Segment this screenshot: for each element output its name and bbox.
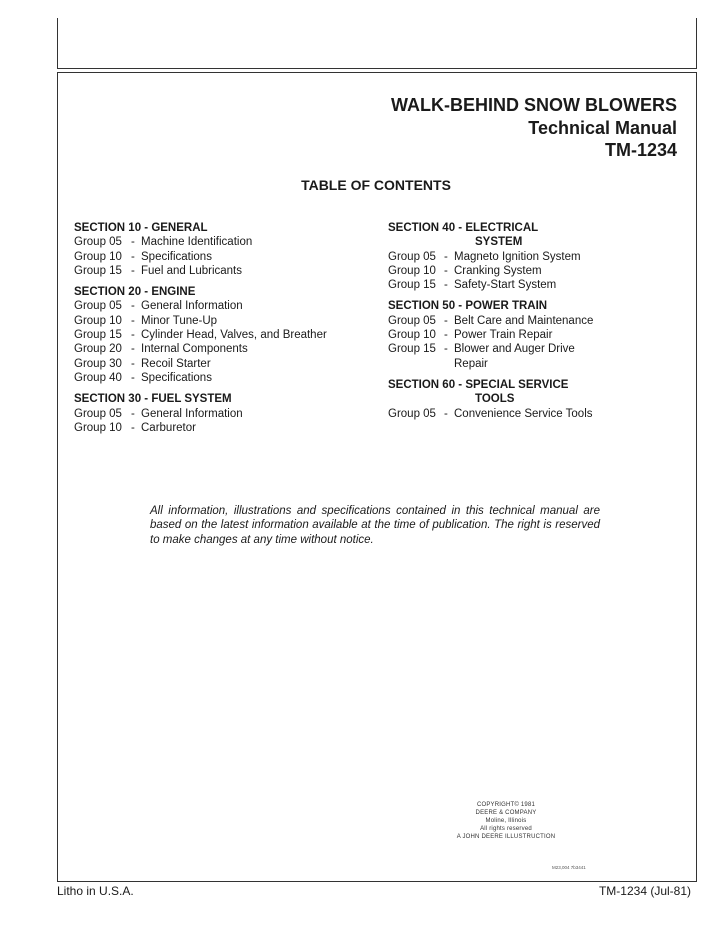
section-heading-text: SECTION 50 - POWER TRAIN bbox=[388, 300, 548, 313]
copyright-line: Moline, Illinois bbox=[485, 818, 527, 824]
group-number: Group 10 bbox=[74, 314, 122, 327]
toc-group-entry bbox=[74, 357, 364, 371]
toc-group-entry bbox=[388, 407, 598, 421]
group-title: Convenience Service Tools bbox=[454, 407, 593, 420]
group-number: Group 05 bbox=[74, 300, 122, 313]
copyright-line: All rights reserved bbox=[480, 826, 532, 832]
manual-number: TM-1234 bbox=[604, 140, 677, 160]
separator-dash: - bbox=[131, 236, 135, 249]
separator-dash: - bbox=[444, 250, 448, 263]
group-title: Fuel and Lubricants bbox=[141, 264, 243, 277]
toc-group-entry bbox=[74, 314, 364, 328]
toc-section bbox=[388, 299, 598, 370]
separator-dash: - bbox=[131, 407, 135, 420]
group-number: Group 10 bbox=[388, 329, 436, 342]
section-heading-continuation: SYSTEM bbox=[475, 236, 523, 249]
toc-group-entry bbox=[388, 264, 598, 278]
toc-section bbox=[388, 221, 598, 292]
toc-section bbox=[74, 392, 364, 435]
footer-manual-ref: TM-1234 (Jul-81) bbox=[598, 884, 691, 898]
toc-group-entry bbox=[388, 278, 598, 292]
group-title: Cylinder Head, Valves, and Breather bbox=[141, 329, 327, 342]
group-number: Group 05 bbox=[74, 236, 122, 249]
toc-group-entry bbox=[74, 250, 364, 264]
copyright-line: DEERE & COMPANY bbox=[475, 810, 537, 816]
section-heading-continuation: TOOLS bbox=[475, 393, 515, 406]
toc-group-entry bbox=[74, 264, 364, 278]
section-heading-text: SECTION 20 - ENGINE bbox=[74, 286, 196, 299]
toc-title: TABLE OF CONTENTS bbox=[301, 177, 451, 193]
top-frame bbox=[57, 18, 697, 69]
disclaimer: All information, illustrations and specifications contained in this technical manual are based on the latest information available at the time of publication. The right is reserved to make changes at any time without notice. bbox=[150, 505, 600, 546]
separator-dash: - bbox=[131, 421, 135, 434]
group-title: Safety-Start System bbox=[454, 279, 557, 292]
group-title: Blower and Auger Drive Repair bbox=[454, 343, 575, 370]
toc-group-entry bbox=[388, 328, 598, 342]
group-title: Internal Components bbox=[141, 343, 248, 356]
toc-left-column bbox=[74, 221, 364, 442]
separator-dash: - bbox=[131, 329, 135, 342]
section-heading-text: SECTION 60 - SPECIAL SERVICE bbox=[388, 378, 569, 391]
group-number: Group 10 bbox=[74, 421, 122, 434]
group-number: Group 05 bbox=[388, 407, 436, 420]
separator-dash: - bbox=[444, 279, 448, 292]
toc-section bbox=[74, 221, 364, 278]
section-heading bbox=[388, 378, 598, 407]
group-number: Group 20 bbox=[74, 343, 122, 356]
toc-group-entry bbox=[388, 342, 598, 371]
toc-group-entry bbox=[74, 421, 364, 435]
group-title: General Information bbox=[141, 407, 243, 420]
separator-dash: - bbox=[444, 314, 448, 327]
toc-section bbox=[388, 378, 598, 421]
separator-dash: - bbox=[131, 314, 135, 327]
toc-group-entry bbox=[388, 314, 598, 328]
section-heading bbox=[74, 392, 364, 406]
group-title: Machine Identification bbox=[141, 236, 253, 249]
section-heading bbox=[74, 221, 364, 235]
toc-group-entry bbox=[74, 235, 364, 249]
group-title: Specifications bbox=[141, 250, 212, 263]
group-number: Group 15 bbox=[388, 343, 436, 356]
print-reference: M23,004 7b3441 bbox=[552, 865, 586, 870]
group-number: Group 05 bbox=[388, 250, 436, 263]
group-title: General Information bbox=[141, 300, 243, 313]
group-title: Magneto Ignition System bbox=[454, 250, 581, 263]
toc-group-entry bbox=[74, 328, 364, 342]
copyright-notice bbox=[436, 801, 576, 841]
group-number: Group 05 bbox=[74, 407, 122, 420]
group-number: Group 15 bbox=[74, 264, 122, 277]
group-title: Specifications bbox=[141, 371, 212, 384]
toc-group-entry bbox=[74, 342, 364, 356]
section-heading-text: SECTION 30 - FUEL SYSTEM bbox=[74, 393, 232, 406]
separator-dash: - bbox=[444, 407, 448, 420]
group-title: Recoil Starter bbox=[141, 357, 211, 370]
group-number: Group 15 bbox=[74, 329, 122, 342]
toc-group-entry bbox=[74, 299, 364, 313]
page-frame bbox=[57, 72, 697, 882]
group-number: Group 10 bbox=[388, 264, 436, 277]
manual-type: Technical Manual bbox=[528, 117, 677, 138]
section-heading bbox=[74, 285, 364, 299]
group-title: Minor Tune-Up bbox=[141, 314, 218, 327]
section-heading bbox=[388, 221, 598, 250]
group-title: Carburetor bbox=[141, 421, 196, 434]
product-title: WALK-BEHIND SNOW BLOWERS bbox=[391, 95, 677, 115]
separator-dash: - bbox=[131, 343, 135, 356]
group-title: Belt Care and Maintenance bbox=[454, 314, 594, 327]
separator-dash: - bbox=[131, 250, 135, 263]
toc-group-entry bbox=[388, 250, 598, 264]
section-heading bbox=[388, 299, 598, 313]
group-number: Group 05 bbox=[388, 314, 436, 327]
group-title: Cranking System bbox=[454, 264, 542, 277]
toc-right-column bbox=[388, 221, 598, 428]
title-block bbox=[391, 94, 677, 162]
group-number: Group 15 bbox=[388, 279, 436, 292]
separator-dash: - bbox=[444, 329, 448, 342]
group-number: Group 10 bbox=[74, 250, 122, 263]
group-title: Power Train Repair bbox=[454, 329, 553, 342]
separator-dash: - bbox=[444, 264, 448, 277]
separator-dash: - bbox=[131, 371, 135, 384]
section-heading-text: SECTION 40 - ELECTRICAL bbox=[388, 222, 539, 234]
group-number: Group 40 bbox=[74, 371, 122, 384]
separator-dash: - bbox=[444, 343, 448, 356]
footer-litho: Litho in U.S.A. bbox=[57, 884, 134, 898]
separator-dash: - bbox=[131, 300, 135, 313]
group-number: Group 30 bbox=[74, 357, 122, 370]
copyright-line: A JOHN DEERE ILLUSTRUCTION bbox=[456, 834, 556, 840]
toc-group-entry bbox=[74, 407, 364, 421]
separator-dash: - bbox=[131, 264, 135, 277]
toc-group-entry bbox=[74, 371, 364, 385]
copyright-line: COPYRIGHT© 1981 bbox=[476, 802, 536, 808]
separator-dash: - bbox=[131, 357, 135, 370]
toc-section bbox=[74, 285, 364, 385]
section-heading-text: SECTION 10 - GENERAL bbox=[74, 222, 208, 234]
